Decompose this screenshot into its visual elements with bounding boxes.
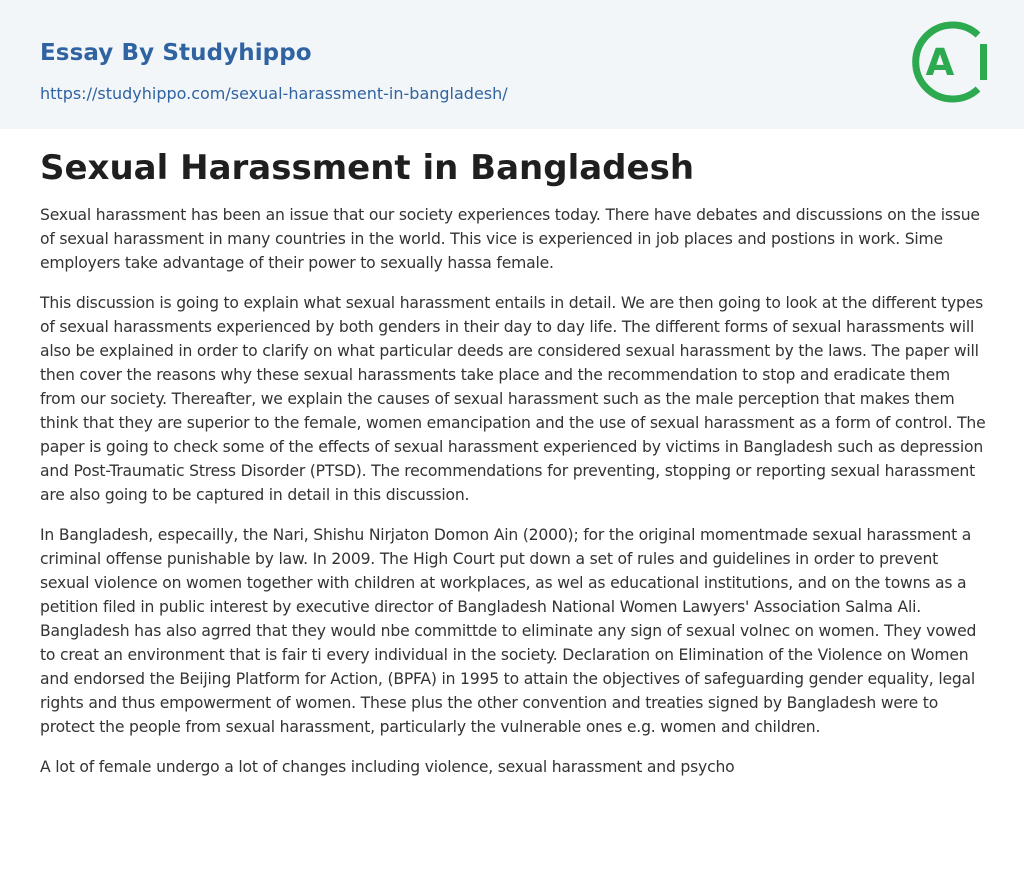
logo-letter: A: [925, 41, 955, 84]
studyhippo-logo-icon[interactable]: [911, 18, 987, 106]
essay-paragraph-1: Sexual harassment has been an issue that our society experiences today. There have debates and discussions on the issue of sexual harassment in many countries in the world. This vice is experienced in job places and postions in work. Sime employers take advantage of their power to sexually hassa female.: [40, 206, 980, 272]
essay-url-link[interactable]: https://studyhippo.com/sexual-harassment-in-bangladesh/: [40, 84, 508, 103]
site-brand[interactable]: Essay By Studyhippo: [40, 40, 312, 66]
essay-content: [40, 141, 986, 795]
essay-paragraph-3: In Bangladesh, especailly, the Nari, Shishu Nirjaton Domon Ain (2000); for the original momentmade sexual harassment a criminal offense punishable by law. In 2009. The High Court put down a set of rules and guidelines in order to prevent sexual violence on women together with children at workplaces, as wel as educational institutions, and on the towns as a petition filed in public interest by executive director of Bangladesh National Women Lawyers' Association Salma Ali. Bangladesh has also agrred that they would nbe committde to eliminate any sign of sexual volnec on women. They vowed to creat an environment that is fair ti every individual in the society. Declaration on Elimination of the Violence on Women and endorsed the Beijing Platform for Action, (BPFA) in 1995 to attain the objectives of safeguarding gender equality, legal rights and thus empowerment of women. These plus the other convention and treaties signed by Bangladesh were to protect the people from sexual harassment, particularly the vulnerable ones e.g. women and children.: [40, 526, 977, 736]
essay-paragraph-2: This discussion is going to explain what sexual harassment entails in detail. We are then going to look at the different types of sexual harassments experienced by both genders in their day to day life. The different forms of sexual harassments will also be explained in order to clarify on what particular deeds are considered sexual harassment by the laws. The paper will then cover the reasons why these sexual harassments take place and the recommendation to stop and eradicate them from our society. Thereafter, we explain the causes of sexual harassment such as the male perception that makes them think that they are superior to the female, women emancipation and the use of sexual harassment as a form of control. The paper is going to check some of the effects of sexual harassment experienced by victims in Bangladesh such as depression and Post-Traumatic Stress Disorder (PTSD). The recommendations for preventing, stopping or reporting sexual harassment are also going to be captured in detail in this discussion.: [40, 294, 986, 504]
site-header: [0, 0, 1024, 129]
essay-paragraph-4: A lot of female undergo a lot of changes including violence, sexual harassment and psycho: [40, 758, 735, 776]
essay-title: Sexual Harassment in Bangladesh: [40, 148, 695, 188]
